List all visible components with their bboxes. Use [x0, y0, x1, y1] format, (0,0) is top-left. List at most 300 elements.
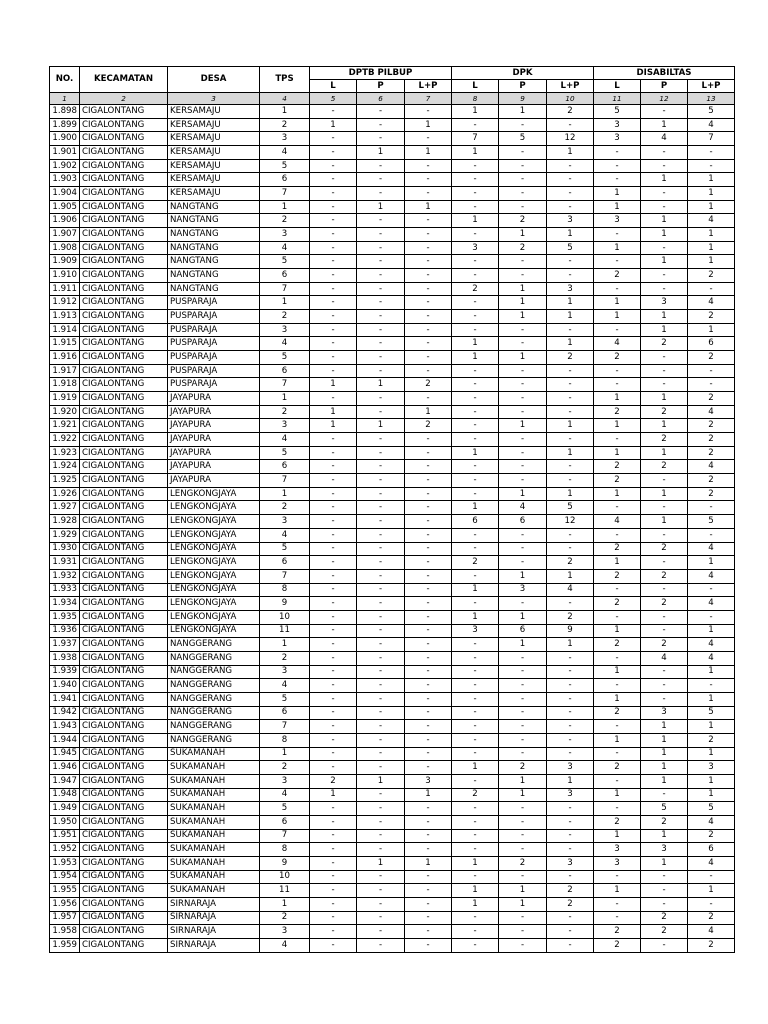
cell-kecamatan: CIGALONTANG: [80, 897, 168, 911]
cell-dpk-l: -: [452, 392, 499, 406]
cell-dptb-p: -: [357, 282, 405, 296]
table-row: [50, 651, 735, 665]
cell-dpk-p: -: [499, 337, 547, 351]
cell-dpk-p: -: [499, 146, 547, 160]
cell-kecamatan: CIGALONTANG: [80, 337, 168, 351]
cell-dpk-lp: -: [547, 269, 594, 283]
cell-disabilitas-l: -: [594, 378, 641, 392]
cell-disabilitas-p: 4: [641, 651, 688, 665]
cell-dpk-l: -: [452, 364, 499, 378]
cell-dptb-l: -: [310, 392, 357, 406]
cell-tps: 1: [260, 105, 310, 119]
cell-disabilitas-l: 3: [594, 843, 641, 857]
cell-dptb-p: -: [357, 337, 405, 351]
cell-disabilitas-lp: -: [688, 378, 735, 392]
cell-tps: 2: [260, 911, 310, 925]
column-index-row: [50, 93, 735, 105]
table-row: [50, 870, 735, 884]
cell-dptb-lp: -: [405, 706, 452, 720]
cell-desa: NANGGERANG: [168, 679, 260, 693]
cell-dpk-lp: -: [547, 255, 594, 269]
cell-kecamatan: CIGALONTANG: [80, 733, 168, 747]
cell-dptb-lp: -: [405, 542, 452, 556]
cell-dpk-l: -: [452, 870, 499, 884]
cell-dptb-lp: -: [405, 433, 452, 447]
cell-desa: SUKAMANAH: [168, 802, 260, 816]
cell-no: 1.955: [50, 884, 80, 898]
cell-dptb-lp: 2: [405, 378, 452, 392]
cell-dpk-lp: -: [547, 378, 594, 392]
table-row: [50, 474, 735, 488]
cell-dpk-lp: -: [547, 665, 594, 679]
cell-dptb-l: -: [310, 802, 357, 816]
cell-disabilitas-lp: 5: [688, 515, 735, 529]
cell-tps: 4: [260, 938, 310, 952]
cell-kecamatan: CIGALONTANG: [80, 610, 168, 624]
cell-dptb-l: -: [310, 829, 357, 843]
cell-dpk-l: -: [452, 815, 499, 829]
cell-dpk-lp: 12: [547, 132, 594, 146]
cell-dpk-p: -: [499, 720, 547, 734]
cell-disabilitas-l: 2: [594, 542, 641, 556]
cell-dptb-l: -: [310, 761, 357, 775]
cell-tps: 6: [260, 460, 310, 474]
cell-dptb-lp: -: [405, 173, 452, 187]
cell-desa: LENGKONGJAYA: [168, 528, 260, 542]
cell-kecamatan: CIGALONTANG: [80, 282, 168, 296]
cell-disabilitas-l: -: [594, 282, 641, 296]
cell-tps: 3: [260, 132, 310, 146]
cell-disabilitas-lp: 4: [688, 638, 735, 652]
cell-dpk-lp: -: [547, 460, 594, 474]
cell-dpk-lp: -: [547, 392, 594, 406]
cell-dpk-lp: -: [547, 187, 594, 201]
table-row: [50, 528, 735, 542]
cell-dptb-p: -: [357, 583, 405, 597]
cell-dpk-l: 1: [452, 105, 499, 119]
cell-no: 1.913: [50, 310, 80, 324]
cell-disabilitas-lp: 1: [688, 200, 735, 214]
table-row: [50, 665, 735, 679]
cell-dpk-lp: 4: [547, 583, 594, 597]
cell-disabilitas-lp: -: [688, 870, 735, 884]
cell-disabilitas-lp: 1: [688, 747, 735, 761]
cell-disabilitas-lp: -: [688, 583, 735, 597]
cell-tps: 6: [260, 556, 310, 570]
cell-no: 1.936: [50, 624, 80, 638]
cell-disabilitas-lp: -: [688, 610, 735, 624]
cell-dpk-lp: 1: [547, 569, 594, 583]
cell-dpk-l: -: [452, 296, 499, 310]
cell-disabilitas-l: -: [594, 583, 641, 597]
cell-dptb-p: -: [357, 911, 405, 925]
table-row: [50, 515, 735, 529]
cell-dptb-lp: -: [405, 528, 452, 542]
header-sub: L: [310, 80, 357, 93]
table-row: [50, 597, 735, 611]
cell-dpk-lp: 2: [547, 351, 594, 365]
cell-disabilitas-l: 2: [594, 351, 641, 365]
cell-dptb-lp: -: [405, 460, 452, 474]
cell-kecamatan: CIGALONTANG: [80, 200, 168, 214]
cell-dpk-lp: -: [547, 200, 594, 214]
cell-kecamatan: CIGALONTANG: [80, 829, 168, 843]
cell-tps: 7: [260, 829, 310, 843]
cell-disabilitas-lp: 4: [688, 597, 735, 611]
cell-no: 1.952: [50, 843, 80, 857]
cell-dptb-l: -: [310, 474, 357, 488]
cell-desa: LENGKONGJAYA: [168, 583, 260, 597]
cell-dptb-lp: -: [405, 815, 452, 829]
cell-dpk-l: -: [452, 720, 499, 734]
cell-dptb-lp: -: [405, 487, 452, 501]
cell-no: 1.958: [50, 925, 80, 939]
cell-dptb-p: -: [357, 897, 405, 911]
cell-no: 1.945: [50, 747, 80, 761]
cell-no: 1.908: [50, 241, 80, 255]
cell-tps: 8: [260, 583, 310, 597]
cell-disabilitas-p: -: [641, 938, 688, 952]
cell-dpk-p: 1: [499, 105, 547, 119]
cell-desa: NANGTANG: [168, 228, 260, 242]
cell-dptb-lp: -: [405, 829, 452, 843]
cell-dptb-l: -: [310, 228, 357, 242]
cell-dptb-l: -: [310, 638, 357, 652]
cell-kecamatan: CIGALONTANG: [80, 815, 168, 829]
cell-dptb-lp: -: [405, 337, 452, 351]
cell-dptb-l: -: [310, 269, 357, 283]
cell-desa: SIRNARAJA: [168, 897, 260, 911]
cell-dpk-l: 1: [452, 856, 499, 870]
cell-dptb-p: -: [357, 815, 405, 829]
cell-dptb-lp: -: [405, 843, 452, 857]
cell-no: 1.943: [50, 720, 80, 734]
cell-dptb-p: -: [357, 720, 405, 734]
table-row: [50, 419, 735, 433]
cell-dptb-p: -: [357, 843, 405, 857]
cell-disabilitas-lp: -: [688, 528, 735, 542]
cell-dptb-lp: 1: [405, 118, 452, 132]
cell-disabilitas-p: -: [641, 159, 688, 173]
cell-disabilitas-l: 1: [594, 829, 641, 843]
header-group-dptb: DPTB PILBUP: [310, 67, 452, 80]
cell-disabilitas-l: 1: [594, 733, 641, 747]
header-sub: L+P: [688, 80, 735, 93]
cell-dptb-lp: -: [405, 870, 452, 884]
cell-disabilitas-lp: 5: [688, 105, 735, 119]
cell-disabilitas-lp: 2: [688, 733, 735, 747]
cell-kecamatan: CIGALONTANG: [80, 173, 168, 187]
cell-kecamatan: CIGALONTANG: [80, 487, 168, 501]
cell-tps: 1: [260, 897, 310, 911]
cell-dpk-lp: -: [547, 911, 594, 925]
cell-disabilitas-lp: -: [688, 282, 735, 296]
cell-desa: PUSPARAJA: [168, 310, 260, 324]
cell-dptb-l: -: [310, 159, 357, 173]
cell-desa: PUSPARAJA: [168, 296, 260, 310]
cell-dpk-lp: 1: [547, 446, 594, 460]
cell-kecamatan: CIGALONTANG: [80, 884, 168, 898]
cell-disabilitas-lp: 1: [688, 665, 735, 679]
cell-dptb-lp: -: [405, 938, 452, 952]
cell-dpk-l: -: [452, 419, 499, 433]
cell-disabilitas-l: 1: [594, 556, 641, 570]
cell-disabilitas-l: 3: [594, 856, 641, 870]
cell-dptb-p: -: [357, 474, 405, 488]
header-group-dpk: DPK: [452, 67, 594, 80]
cell-dptb-l: -: [310, 296, 357, 310]
header-desa: DESA: [168, 67, 260, 93]
cell-dpk-p: -: [499, 255, 547, 269]
cell-desa: NANGTANG: [168, 200, 260, 214]
cell-dptb-lp: -: [405, 733, 452, 747]
cell-no: 1.937: [50, 638, 80, 652]
cell-dptb-l: -: [310, 460, 357, 474]
cell-desa: LENGKONGJAYA: [168, 597, 260, 611]
cell-disabilitas-p: -: [641, 583, 688, 597]
cell-dptb-p: -: [357, 665, 405, 679]
cell-kecamatan: CIGALONTANG: [80, 692, 168, 706]
cell-dptb-lp: -: [405, 364, 452, 378]
cell-dptb-p: -: [357, 159, 405, 173]
cell-no: 1.948: [50, 788, 80, 802]
cell-no: 1.954: [50, 870, 80, 884]
cell-disabilitas-l: 2: [594, 706, 641, 720]
cell-tps: 3: [260, 925, 310, 939]
cell-desa: KERSAMAJU: [168, 118, 260, 132]
cell-desa: LENGKONGJAYA: [168, 569, 260, 583]
cell-no: 1.912: [50, 296, 80, 310]
cell-dpk-p: -: [499, 405, 547, 419]
cell-dpk-lp: 1: [547, 638, 594, 652]
cell-disabilitas-p: 1: [641, 419, 688, 433]
cell-dpk-lp: -: [547, 720, 594, 734]
cell-dptb-l: -: [310, 706, 357, 720]
cell-disabilitas-lp: 2: [688, 433, 735, 447]
cell-desa: SUKAMANAH: [168, 747, 260, 761]
cell-disabilitas-l: -: [594, 911, 641, 925]
cell-kecamatan: CIGALONTANG: [80, 460, 168, 474]
cell-tps: 4: [260, 679, 310, 693]
cell-dpk-p: -: [499, 187, 547, 201]
cell-dptb-lp: -: [405, 556, 452, 570]
cell-disabilitas-l: 1: [594, 200, 641, 214]
cell-tps: 5: [260, 351, 310, 365]
cell-dptb-l: -: [310, 624, 357, 638]
cell-disabilitas-p: 2: [641, 638, 688, 652]
cell-disabilitas-p: -: [641, 378, 688, 392]
cell-disabilitas-l: -: [594, 528, 641, 542]
cell-dptb-l: -: [310, 884, 357, 898]
cell-dpk-p: -: [499, 802, 547, 816]
header-sub: L: [452, 80, 499, 93]
cell-no: 1.941: [50, 692, 80, 706]
cell-dptb-p: -: [357, 255, 405, 269]
cell-desa: NANGGERANG: [168, 638, 260, 652]
cell-dptb-lp: -: [405, 446, 452, 460]
cell-dptb-lp: -: [405, 802, 452, 816]
cell-no: 1.935: [50, 610, 80, 624]
table-row: [50, 173, 735, 187]
cell-dpk-p: 1: [499, 788, 547, 802]
cell-dpk-p: -: [499, 733, 547, 747]
cell-kecamatan: CIGALONTANG: [80, 228, 168, 242]
cell-tps: 2: [260, 310, 310, 324]
header-tps: TPS: [260, 67, 310, 93]
cell-kecamatan: CIGALONTANG: [80, 665, 168, 679]
cell-dpk-l: -: [452, 405, 499, 419]
cell-desa: NANGGERANG: [168, 706, 260, 720]
cell-tps: 1: [260, 296, 310, 310]
column-index: 4: [260, 93, 310, 105]
cell-dptb-l: -: [310, 351, 357, 365]
cell-tps: 5: [260, 159, 310, 173]
cell-dptb-lp: -: [405, 720, 452, 734]
cell-dptb-lp: -: [405, 228, 452, 242]
cell-disabilitas-lp: 4: [688, 460, 735, 474]
cell-kecamatan: CIGALONTANG: [80, 542, 168, 556]
cell-tps: 8: [260, 843, 310, 857]
cell-dpk-p: -: [499, 392, 547, 406]
cell-dptb-p: -: [357, 679, 405, 693]
cell-no: 1.933: [50, 583, 80, 597]
cell-dpk-p: 1: [499, 487, 547, 501]
cell-dptb-lp: -: [405, 515, 452, 529]
cell-tps: 7: [260, 187, 310, 201]
cell-dpk-p: -: [499, 925, 547, 939]
cell-dpk-p: -: [499, 433, 547, 447]
table-row: [50, 282, 735, 296]
cell-dptb-p: 1: [357, 419, 405, 433]
cell-disabilitas-p: 1: [641, 747, 688, 761]
cell-tps: 4: [260, 788, 310, 802]
cell-disabilitas-p: 1: [641, 214, 688, 228]
cell-dpk-lp: -: [547, 159, 594, 173]
cell-dptb-p: -: [357, 269, 405, 283]
cell-dptb-lp: -: [405, 638, 452, 652]
cell-kecamatan: CIGALONTANG: [80, 255, 168, 269]
cell-disabilitas-lp: 1: [688, 228, 735, 242]
cell-disabilitas-lp: 2: [688, 487, 735, 501]
cell-dptb-l: -: [310, 569, 357, 583]
cell-disabilitas-p: 5: [641, 802, 688, 816]
cell-dptb-p: -: [357, 706, 405, 720]
cell-dptb-l: -: [310, 911, 357, 925]
cell-dpk-p: 1: [499, 228, 547, 242]
cell-disabilitas-p: 3: [641, 843, 688, 857]
cell-no: 1.910: [50, 269, 80, 283]
cell-kecamatan: CIGALONTANG: [80, 843, 168, 857]
table-row: [50, 556, 735, 570]
cell-tps: 4: [260, 433, 310, 447]
cell-disabilitas-l: 2: [594, 925, 641, 939]
cell-dptb-l: -: [310, 856, 357, 870]
cell-disabilitas-lp: 4: [688, 118, 735, 132]
cell-dptb-lp: -: [405, 610, 452, 624]
cell-dptb-lp: -: [405, 897, 452, 911]
table-row: [50, 720, 735, 734]
cell-dpk-l: -: [452, 255, 499, 269]
cell-disabilitas-lp: 1: [688, 323, 735, 337]
cell-dpk-lp: -: [547, 118, 594, 132]
cell-disabilitas-l: -: [594, 323, 641, 337]
cell-desa: LENGKONGJAYA: [168, 556, 260, 570]
cell-dpk-lp: 1: [547, 337, 594, 351]
cell-dptb-lp: 1: [405, 200, 452, 214]
table-row: [50, 569, 735, 583]
cell-kecamatan: CIGALONTANG: [80, 870, 168, 884]
cell-dpk-lp: 1: [547, 774, 594, 788]
cell-disabilitas-l: 1: [594, 241, 641, 255]
cell-dptb-l: -: [310, 843, 357, 857]
cell-disabilitas-p: -: [641, 474, 688, 488]
cell-dpk-l: -: [452, 173, 499, 187]
cell-kecamatan: CIGALONTANG: [80, 159, 168, 173]
cell-dptb-lp: -: [405, 392, 452, 406]
cell-dpk-l: 1: [452, 610, 499, 624]
cell-dpk-p: 6: [499, 624, 547, 638]
cell-dpk-l: -: [452, 665, 499, 679]
table-row: [50, 897, 735, 911]
cell-no: 1.899: [50, 118, 80, 132]
cell-disabilitas-l: 1: [594, 310, 641, 324]
cell-dpk-l: -: [452, 774, 499, 788]
cell-desa: SIRNARAJA: [168, 938, 260, 952]
header-row-groups: [50, 67, 735, 80]
cell-tps: 1: [260, 747, 310, 761]
cell-dpk-p: -: [499, 815, 547, 829]
cell-kecamatan: CIGALONTANG: [80, 774, 168, 788]
cell-kecamatan: CIGALONTANG: [80, 146, 168, 160]
column-index: 11: [594, 93, 641, 105]
cell-disabilitas-p: 1: [641, 392, 688, 406]
cell-tps: 4: [260, 528, 310, 542]
cell-disabilitas-l: 4: [594, 337, 641, 351]
cell-dptb-l: 2: [310, 774, 357, 788]
cell-dpk-p: -: [499, 364, 547, 378]
cell-desa: SUKAMANAH: [168, 761, 260, 775]
column-index: 13: [688, 93, 735, 105]
cell-dptb-p: -: [357, 364, 405, 378]
cell-desa: NANGGERANG: [168, 651, 260, 665]
cell-no: 1.903: [50, 173, 80, 187]
cell-disabilitas-l: 2: [594, 569, 641, 583]
cell-dpk-l: 2: [452, 282, 499, 296]
header-sub: P: [357, 80, 405, 93]
cell-dpk-lp: 2: [547, 897, 594, 911]
cell-disabilitas-p: 1: [641, 310, 688, 324]
cell-tps: 2: [260, 405, 310, 419]
cell-kecamatan: CIGALONTANG: [80, 269, 168, 283]
table-row: [50, 351, 735, 365]
cell-dpk-l: -: [452, 542, 499, 556]
cell-dptb-p: -: [357, 870, 405, 884]
cell-tps: 11: [260, 884, 310, 898]
cell-disabilitas-l: 2: [594, 815, 641, 829]
cell-dptb-lp: -: [405, 651, 452, 665]
cell-dptb-p: -: [357, 556, 405, 570]
cell-dptb-p: -: [357, 132, 405, 146]
cell-desa: SIRNARAJA: [168, 911, 260, 925]
cell-dptb-l: -: [310, 323, 357, 337]
cell-desa: LENGKONGJAYA: [168, 610, 260, 624]
cell-disabilitas-lp: 2: [688, 829, 735, 843]
cell-dpk-p: 1: [499, 419, 547, 433]
cell-disabilitas-lp: 2: [688, 310, 735, 324]
cell-disabilitas-lp: 4: [688, 856, 735, 870]
cell-disabilitas-p: 1: [641, 228, 688, 242]
cell-dptb-lp: 1: [405, 856, 452, 870]
